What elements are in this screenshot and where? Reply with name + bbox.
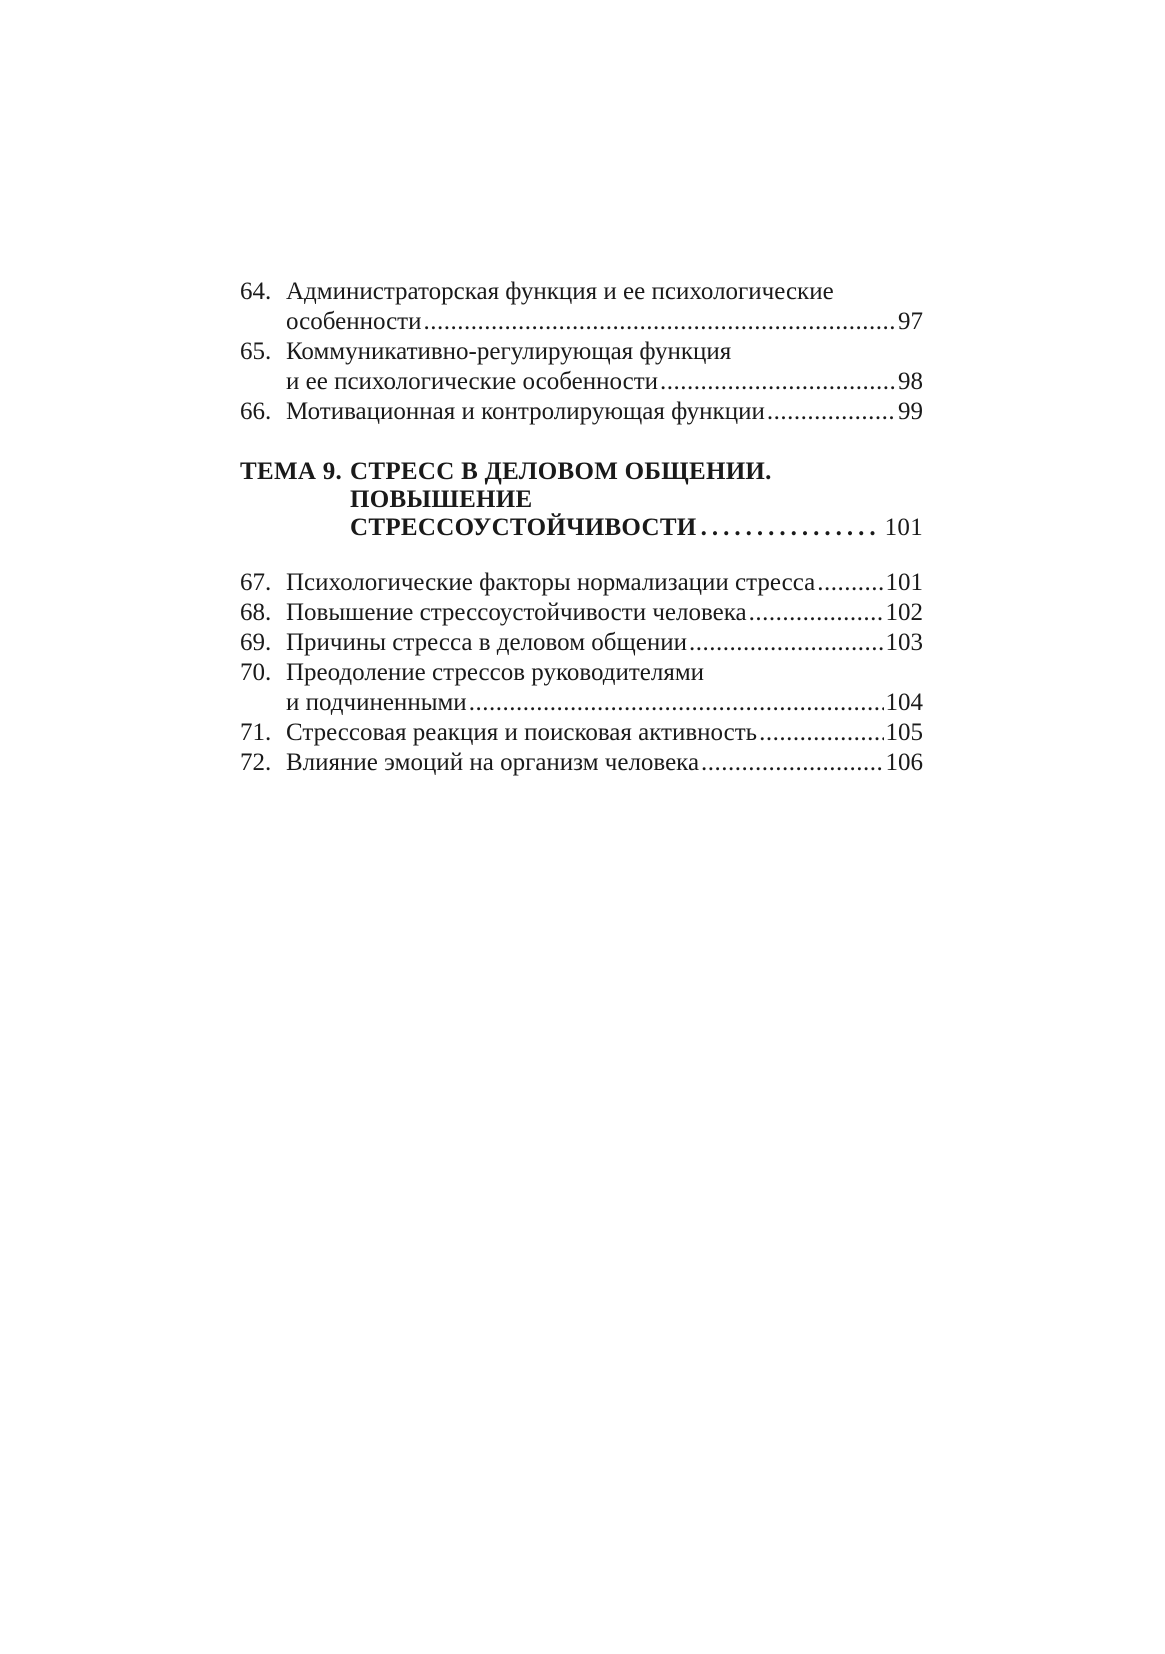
toc-entry[interactable]	[240, 568, 923, 598]
entry-number: 67.	[240, 569, 272, 596]
topic-title-line: ПОВЫШЕНИЕ	[350, 486, 533, 513]
entry-number: 70.	[240, 659, 272, 686]
entry-title-end: Мотивационная и контролирующая функции	[286, 398, 765, 425]
entry-title-end: и подчиненными	[286, 689, 467, 716]
topic-title-last-line	[350, 514, 923, 542]
entry-last-line	[286, 307, 923, 337]
dot-leader	[469, 688, 884, 718]
toc-entry[interactable]	[240, 598, 923, 628]
entry-number: 64.	[240, 278, 272, 305]
entry-number: 72.	[240, 749, 272, 776]
entry-number: 69.	[240, 629, 272, 656]
entry-last-line	[286, 748, 923, 778]
entry-number: 68.	[240, 599, 272, 626]
entry-last-line	[286, 688, 923, 718]
dot-leader	[817, 568, 883, 598]
entry-title-end: и ее психологические особенности	[286, 368, 658, 395]
entry-last-line	[286, 628, 923, 658]
entry-title-end: Стрессовая реакция и поисковая активность	[286, 719, 758, 746]
page-number: 97	[898, 308, 923, 335]
toc-entry[interactable]	[240, 628, 923, 658]
entry-title-end: Психологические факторы нормализации стресса	[286, 569, 816, 596]
topic-label: ТЕМА 9.	[240, 458, 343, 485]
entry-title-end: Влияние эмоций на организм человека	[286, 749, 700, 776]
entry-last-line	[286, 397, 923, 427]
entry-title-end: особенности	[286, 308, 422, 335]
toc-entry[interactable]	[240, 718, 923, 748]
topic-title	[240, 458, 923, 542]
dot-leader	[749, 598, 884, 628]
topic-title-line: СТРЕСС В ДЕЛОВОМ ОБЩЕНИИ.	[350, 458, 772, 485]
entry-number: 65.	[240, 338, 272, 365]
entry-last-line	[286, 718, 923, 748]
dot-leader	[689, 628, 884, 658]
topic-title-end: СТРЕССОУСТОЙЧИВОСТИ	[350, 514, 697, 541]
dot-leader	[767, 397, 896, 427]
toc-entry[interactable]	[240, 277, 923, 337]
entry-title-line: Преодоление стрессов руководителями	[286, 659, 705, 686]
page-number: 101	[885, 569, 923, 596]
page-number: 106	[885, 749, 923, 776]
page-number: 98	[898, 368, 923, 395]
entry-title-end: Причины стресса в деловом общении	[286, 629, 687, 656]
entry-last-line	[286, 568, 923, 598]
dot-leader	[759, 718, 883, 748]
toc-entry[interactable]	[240, 748, 923, 778]
page-number: 105	[885, 719, 923, 746]
entry-number: 66.	[240, 398, 272, 425]
toc-entry[interactable]	[240, 658, 923, 718]
page-number: 101	[884, 514, 923, 541]
dot-leader	[701, 748, 883, 778]
entry-title-line: Коммуникативно-регулирующая функция	[286, 338, 732, 365]
dot-leader	[660, 367, 896, 397]
entry-title-line: Администраторская функция и ее психологические	[286, 278, 834, 305]
entry-last-line	[286, 367, 923, 397]
page-number: 102	[885, 599, 923, 626]
entry-title-end: Повышение стрессоустойчивости человека	[286, 599, 747, 626]
entry-number: 71.	[240, 719, 272, 746]
page-number: 104	[885, 689, 923, 716]
toc-entry[interactable]	[240, 337, 923, 397]
dot-leader	[424, 307, 897, 337]
toc-entry[interactable]	[240, 397, 923, 427]
dot-leader	[701, 514, 881, 542]
entry-last-line	[286, 598, 923, 628]
page-number: 103	[885, 629, 923, 656]
page-number: 99	[898, 398, 923, 425]
table-of-contents	[240, 277, 923, 778]
topic-heading[interactable]	[240, 458, 923, 542]
